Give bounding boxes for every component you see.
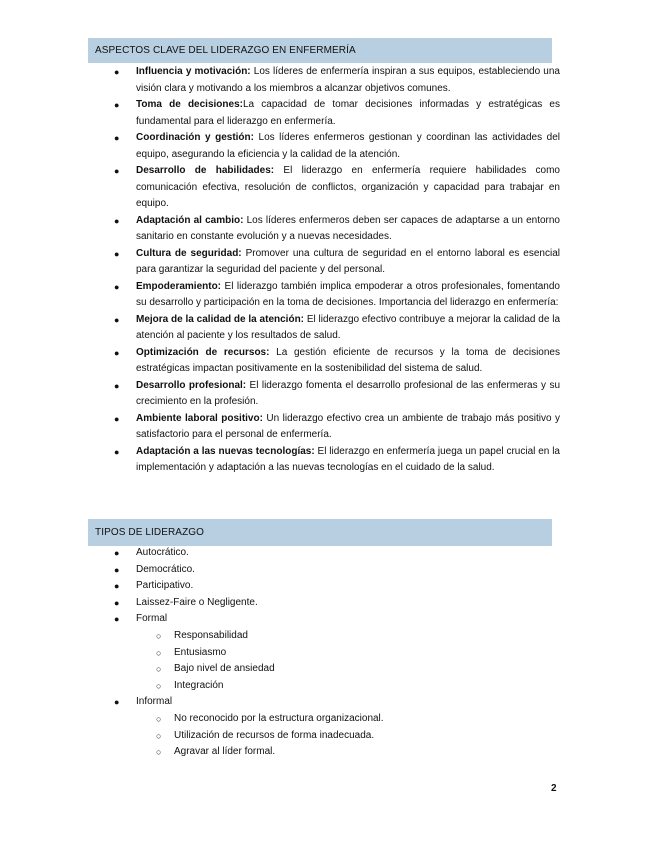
sub-list-item <box>136 661 560 678</box>
item-text: El liderazgo efectivo contribuye a mejorar la calidad de la atención al paciente y los resultados de salud. <box>136 313 561 341</box>
section-title: ASPECTOS CLAVE DEL LIDERAZGO EN ENFERMERÍA <box>95 45 356 56</box>
sub-list-item <box>136 728 560 745</box>
list-item <box>114 411 560 444</box>
item-text: El liderazgo también implica empoderar a otros profesionales, fomentando su desarrollo y participación en la toma de decisiones. Importancia del liderazgo en enfermería: <box>136 280 560 308</box>
bullet-icon: ● <box>114 446 120 457</box>
list-item <box>114 312 560 345</box>
circle-bullet-icon: ○ <box>156 664 162 675</box>
key-aspects-list <box>114 64 560 477</box>
sub-list-item <box>136 678 560 695</box>
sub-list-item <box>136 711 560 728</box>
sub-item-label: Utilización de recursos de forma inadecuada. <box>174 729 375 741</box>
bullet-icon: ● <box>114 413 120 424</box>
bullet-icon: ● <box>114 581 120 592</box>
type-label: Autocrático. <box>136 547 189 558</box>
item-term: Influencia y motivación: <box>136 66 251 77</box>
item-text: Los líderes enfermeros gestionan y coordinan las actividades del equipo, asegurando la eficiencia y la calidad de la atención. <box>136 132 561 160</box>
list-item <box>114 97 560 130</box>
list-item <box>114 163 560 213</box>
type-label: Informal <box>136 696 173 708</box>
list-item <box>114 578 560 595</box>
item-term: Cultura de seguridad: <box>136 247 242 259</box>
item-text: Promover una cultura de seguridad en el entorno laboral es esencial para garantizar la seguridad del paciente y del personal. <box>136 247 560 275</box>
bullet-icon: ● <box>114 614 120 625</box>
circle-bullet-icon: ○ <box>156 630 162 641</box>
bullet-icon: ● <box>114 697 120 708</box>
sub-list-item <box>136 628 560 645</box>
informal-sublist <box>136 711 560 761</box>
sub-item-label: No reconocido por la estructura organizacional. <box>174 712 384 724</box>
list-item <box>114 595 560 612</box>
type-label: Laissez-Faire o Negligente. <box>136 596 258 608</box>
sub-item-label: Entusiasmo <box>174 646 227 658</box>
leadership-types-list <box>114 545 560 761</box>
item-term: Coordinación y gestión: <box>136 132 254 143</box>
type-label: Democrático. <box>136 563 195 575</box>
item-text: El liderazgo en enfermería requiere habilidades como comunicación efectiva, resolución de conflictos, organización y capacidad para trabajar en equipo. <box>136 165 560 209</box>
formal-sublist <box>136 628 560 694</box>
item-term: Optimización de recursos: <box>136 346 270 358</box>
item-term: Mejora de la calidad de la atención: <box>136 313 305 325</box>
bullet-icon: ● <box>114 314 120 325</box>
list-item <box>114 545 560 562</box>
bullet-icon: ● <box>114 597 120 608</box>
list-item <box>114 279 560 312</box>
section-header-key-aspects <box>88 38 552 63</box>
section-header-types <box>88 519 552 546</box>
bullet-icon: ● <box>114 166 120 176</box>
list-item <box>114 64 560 97</box>
list-item <box>114 378 560 411</box>
sub-item-label: Integración <box>174 679 224 691</box>
bullet-icon: ● <box>114 281 120 292</box>
item-term: Adaptación a las nuevas tecnologías: <box>136 445 315 457</box>
item-term: Toma de decisiones: <box>136 99 243 110</box>
bullet-icon: ● <box>114 380 120 391</box>
item-text: Los líderes enfermeros deben ser capaces de adaptarse a un entorno sanitario en constante evolución y a nuevas necesidades. <box>136 214 560 242</box>
bullet-icon: ● <box>114 564 120 575</box>
bullet-icon: ● <box>114 347 120 358</box>
sub-item-label: Responsabilidad <box>174 629 248 641</box>
list-item <box>114 562 560 579</box>
item-text: Los líderes de enfermería inspiran a sus equipos, estableciendo una visión clara y motivando a los miembros a alcanzar objetivos comunes. <box>136 66 560 94</box>
sub-item-label: Agravar al líder formal. <box>174 746 276 758</box>
circle-bullet-icon: ○ <box>156 747 162 758</box>
bullet-icon: ● <box>114 133 120 143</box>
circle-bullet-icon: ○ <box>156 680 162 691</box>
item-term: Adaptación al cambio: <box>136 214 244 226</box>
list-item <box>114 345 560 378</box>
bullet-icon: ● <box>114 67 120 77</box>
list-item <box>114 246 560 279</box>
list-item <box>114 444 560 477</box>
sub-list-item <box>136 744 560 761</box>
item-text: Un liderazgo efectivo crea un ambiente de trabajo más positivo y satisfactorio para el personal de enfermería. <box>136 412 560 440</box>
item-text: La gestión eficiente de recursos y la toma de decisiones estratégicas impactan positivamente en la sostenibilidad del sistema de salud. <box>136 346 560 374</box>
circle-bullet-icon: ○ <box>156 730 162 741</box>
circle-bullet-icon: ○ <box>156 647 162 658</box>
item-text: La capacidad de tomar decisiones informadas y estratégicas es fundamental para el liderazgo en enfermería. <box>136 99 560 127</box>
item-term: Empoderamiento: <box>136 280 222 292</box>
type-label: Formal <box>136 613 168 625</box>
item-text: El liderazgo fomenta el desarrollo profesional de las enfermeras y su crecimiento en la profesión. <box>136 379 561 407</box>
bullet-icon: ● <box>114 548 120 558</box>
list-item <box>114 694 560 760</box>
list-item <box>114 611 560 694</box>
item-term: Desarrollo profesional: <box>136 379 247 391</box>
item-term: Ambiente laboral positivo: <box>136 412 263 424</box>
list-item <box>114 213 560 246</box>
bullet-icon: ● <box>114 100 120 110</box>
page-number: 2 <box>551 783 557 794</box>
item-term: Desarrollo de habilidades: <box>136 165 275 176</box>
section-title: TIPOS DE LIDERAZGO <box>95 527 205 538</box>
sub-item-label: Bajo nivel de ansiedad <box>174 663 275 675</box>
bullet-icon: ● <box>114 215 120 226</box>
type-label: Participativo. <box>136 580 194 592</box>
sub-list-item <box>136 645 560 662</box>
bullet-icon: ● <box>114 248 120 259</box>
list-item <box>114 130 560 163</box>
item-text: El liderazgo en enfermería juega un papel crucial en la implementación y adaptación a las nuevas tecnologías en el cuidado de la salud. <box>136 445 560 473</box>
circle-bullet-icon: ○ <box>156 713 162 724</box>
